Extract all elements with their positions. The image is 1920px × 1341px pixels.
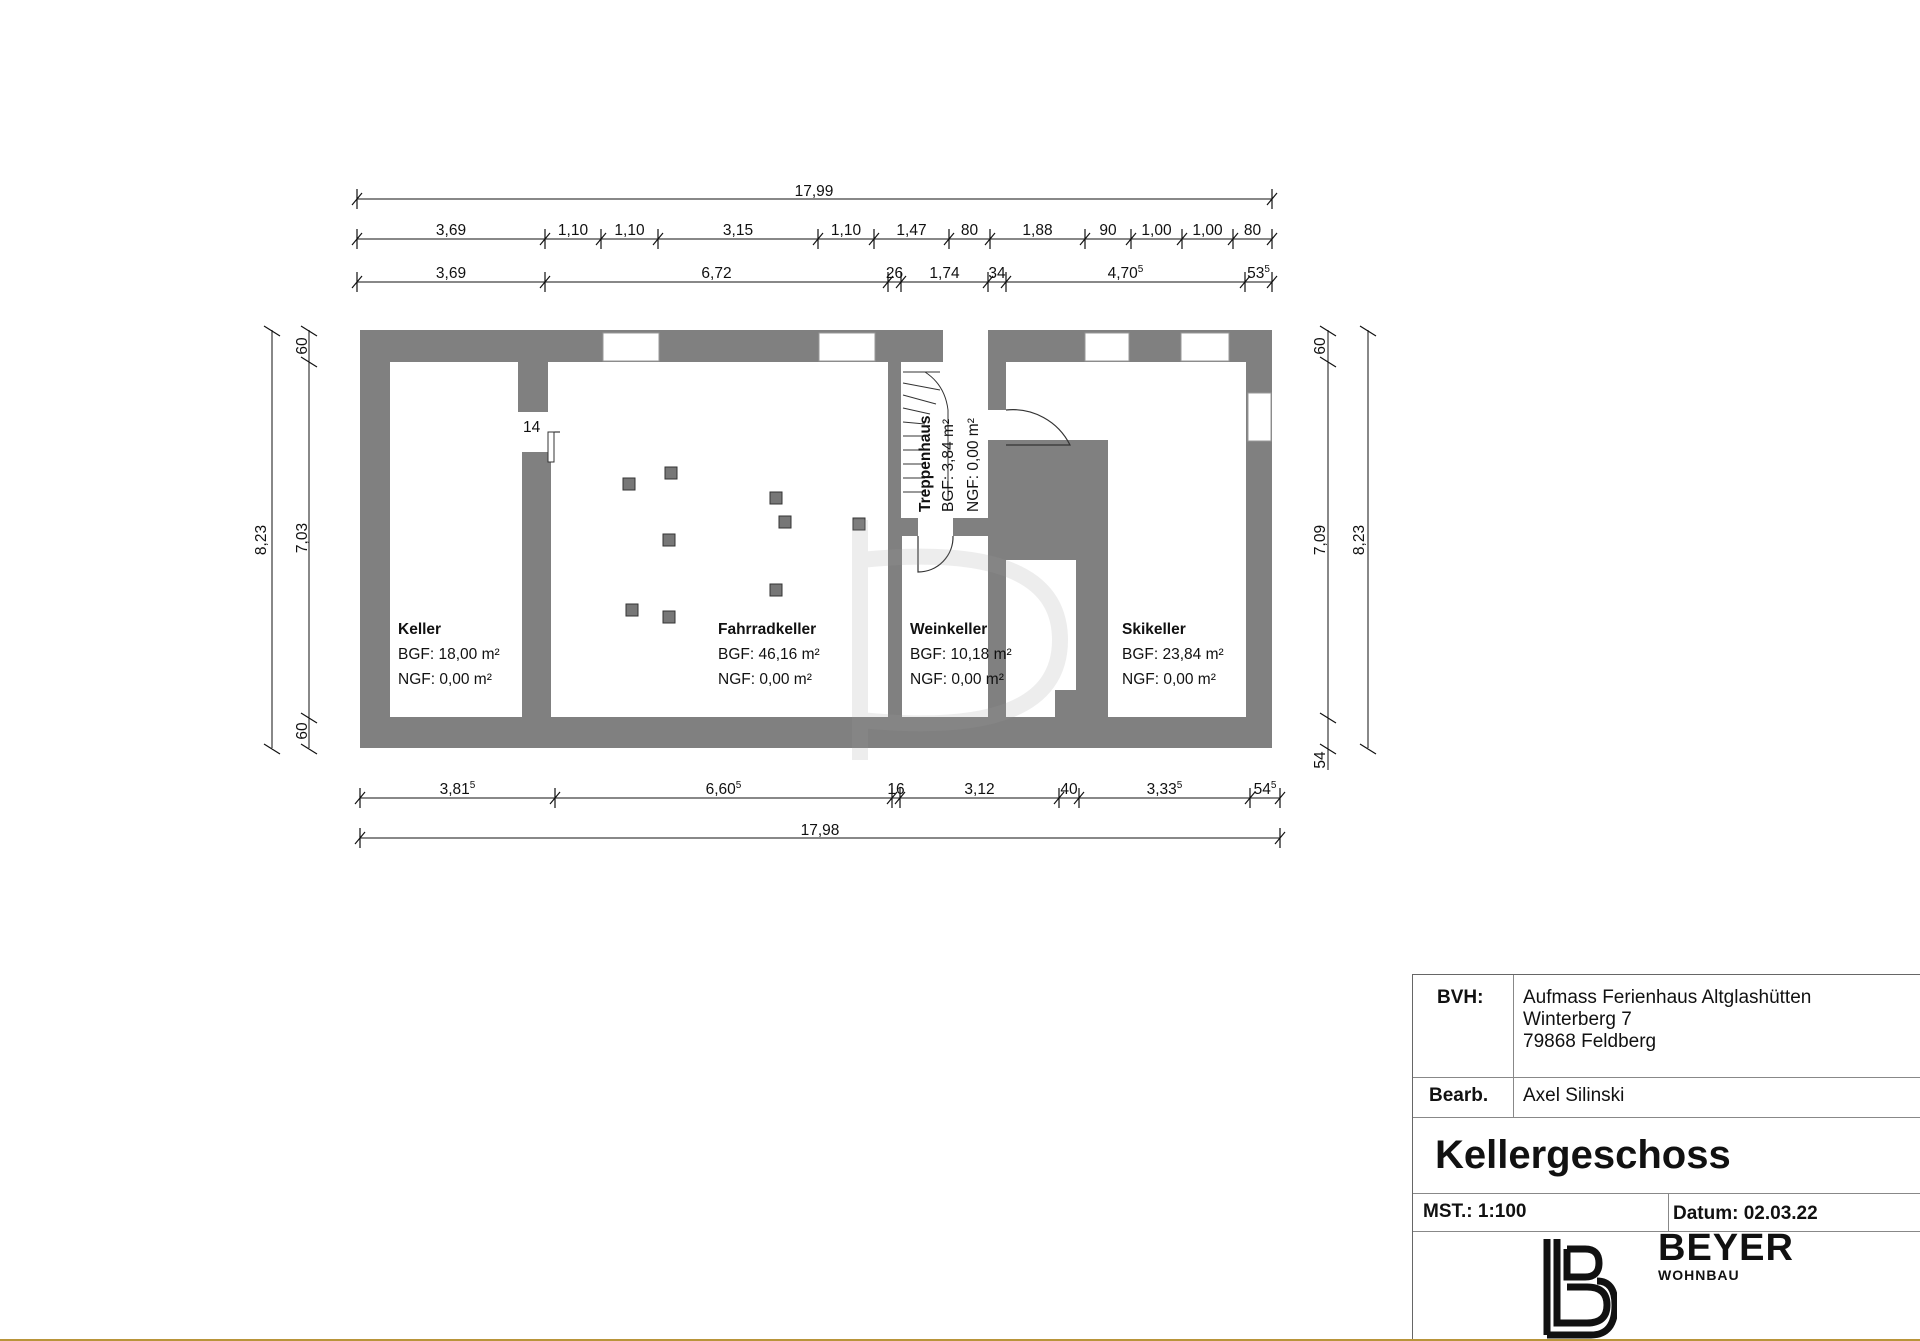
dim-overall-top: 17,99 — [794, 183, 834, 200]
room-treppenhaus — [917, 416, 982, 512]
dim-right-outer: 8,23 — [1351, 524, 1368, 556]
dim-top-row1-label: 1,47 — [896, 222, 927, 239]
dim-overall-bottom: 17,98 — [800, 822, 840, 839]
company-logo — [1658, 1229, 1794, 1283]
room-name: Weinkeller — [910, 621, 988, 638]
logo-sub: WOHNBAU — [1658, 1267, 1740, 1283]
logo-name: BEYER — [1658, 1227, 1794, 1269]
room-ngf: NGF: 0,00 m² — [398, 671, 492, 688]
title-block — [1412, 974, 1920, 1341]
dim-top-row2-label: 34 — [988, 265, 1006, 282]
dim-bottom-row-label: 3,12 — [964, 781, 995, 798]
date-label: Datum: 02.03.22 — [1673, 1203, 1818, 1224]
room-fahrradkeller — [718, 621, 820, 688]
dim-top-row1-label: 3,15 — [722, 222, 754, 239]
dim-bottom-row-label: 6,60$^5$ — [705, 780, 742, 798]
bvh-label: BVH: — [1437, 987, 1484, 1008]
room-keller — [398, 621, 500, 688]
bearb-label: Bearb. — [1429, 1085, 1489, 1106]
dim-14: 14 — [523, 419, 541, 436]
room-bgf: BGF: 18,00 m² — [398, 646, 500, 663]
dim-top-row2-label: $53^5$ — [1247, 264, 1270, 282]
room-name: Treppenhaus — [917, 415, 934, 512]
dim-top-row1-label: 80 — [1243, 222, 1262, 239]
dim-top-row1-label: 1,88 — [1022, 222, 1053, 239]
dim-top-row1-label: 1,10 — [830, 222, 862, 239]
room-bgf: BGF: 46,16 m² — [718, 646, 820, 663]
dim-bottom-row-label: 3,33$^5$ — [1146, 780, 1183, 798]
dim-bottom-row-label: 3,81$^5$ — [439, 780, 476, 798]
dim-top-row1-label: 1,00 — [1192, 222, 1223, 239]
dim-bottom-row-label: 16 — [887, 781, 905, 798]
b-monogram-icon — [1541, 1235, 1617, 1339]
tb-bvh-row — [1413, 975, 1920, 1078]
room-name: Keller — [398, 621, 442, 638]
dim-top-row2-label: 26 — [885, 265, 904, 282]
tb-bearb-row — [1413, 1077, 1920, 1118]
left-dimensions — [253, 326, 317, 754]
top-dimensions — [352, 183, 1277, 292]
dim-top-row1-label: 1,10 — [557, 222, 589, 239]
dim-left-inner: 7,03 — [294, 522, 311, 554]
dim-top-row1-label: 1,10 — [614, 222, 645, 239]
dim-top-row1-label: 80 — [960, 222, 979, 239]
room-bgf: BGF: 23,84 m² — [1122, 646, 1224, 663]
dim-top-row2-label: 1,74 — [929, 265, 960, 282]
dim-top-row1-label: 90 — [1099, 222, 1117, 239]
dim-left-bottom: 60 — [294, 722, 311, 740]
dim-right-inner: 7,09 — [1312, 524, 1329, 556]
right-dimensions — [1312, 326, 1376, 770]
dim-top-row2-label: 3,69 — [435, 265, 467, 282]
dim-bottom-row-label: $54^5$ — [1253, 780, 1277, 798]
dim-top-row1-label: 1,00 — [1141, 222, 1172, 239]
bearb-value: Axel Silinski — [1523, 1085, 1625, 1106]
dim-bottom-row-label: 40 — [1060, 781, 1078, 798]
room-bgf: BGF: 10,18 m² — [910, 646, 1012, 663]
room-skikeller — [1122, 621, 1224, 688]
dim-top-row2-label: 6,72 — [701, 265, 732, 282]
dim-left-top: 60 — [294, 337, 311, 355]
room-ngf: NGF: 0,00 m² — [1122, 671, 1216, 688]
drawing-title: Kellergeschoss — [1435, 1133, 1731, 1177]
room-ngf: NGF: 0,00 m² — [718, 671, 812, 688]
pillars — [623, 467, 865, 623]
room-bgf: BGF: 3,84 m² — [940, 418, 957, 512]
dim-top-row1-label: 3,69 — [435, 222, 467, 239]
room-name: Skikeller — [1122, 621, 1186, 638]
room-ngf: NGF: 0,00 m² — [965, 418, 982, 512]
dim-top-row2-label: 4,70$^5$ — [1107, 264, 1144, 282]
dim-left-outer: 8,23 — [253, 524, 270, 556]
dim-right-top: 60 — [1312, 337, 1329, 355]
bottom-dimensions — [355, 780, 1285, 848]
dim-right-bottom: 54 — [1312, 751, 1329, 769]
bvh-line-3: 79868 Feldberg — [1523, 1031, 1657, 1052]
bvh-line-2: Winterberg 7 — [1523, 1009, 1632, 1030]
scale-label: MST.: 1:100 — [1423, 1201, 1527, 1222]
bvh-line-1: Aufmass Ferienhaus Altglashütten — [1523, 987, 1812, 1008]
bvh-text — [1523, 987, 1811, 1053]
room-ngf: NGF: 0,00 m² — [910, 671, 1004, 688]
room-name: Fahrradkeller — [718, 621, 817, 638]
